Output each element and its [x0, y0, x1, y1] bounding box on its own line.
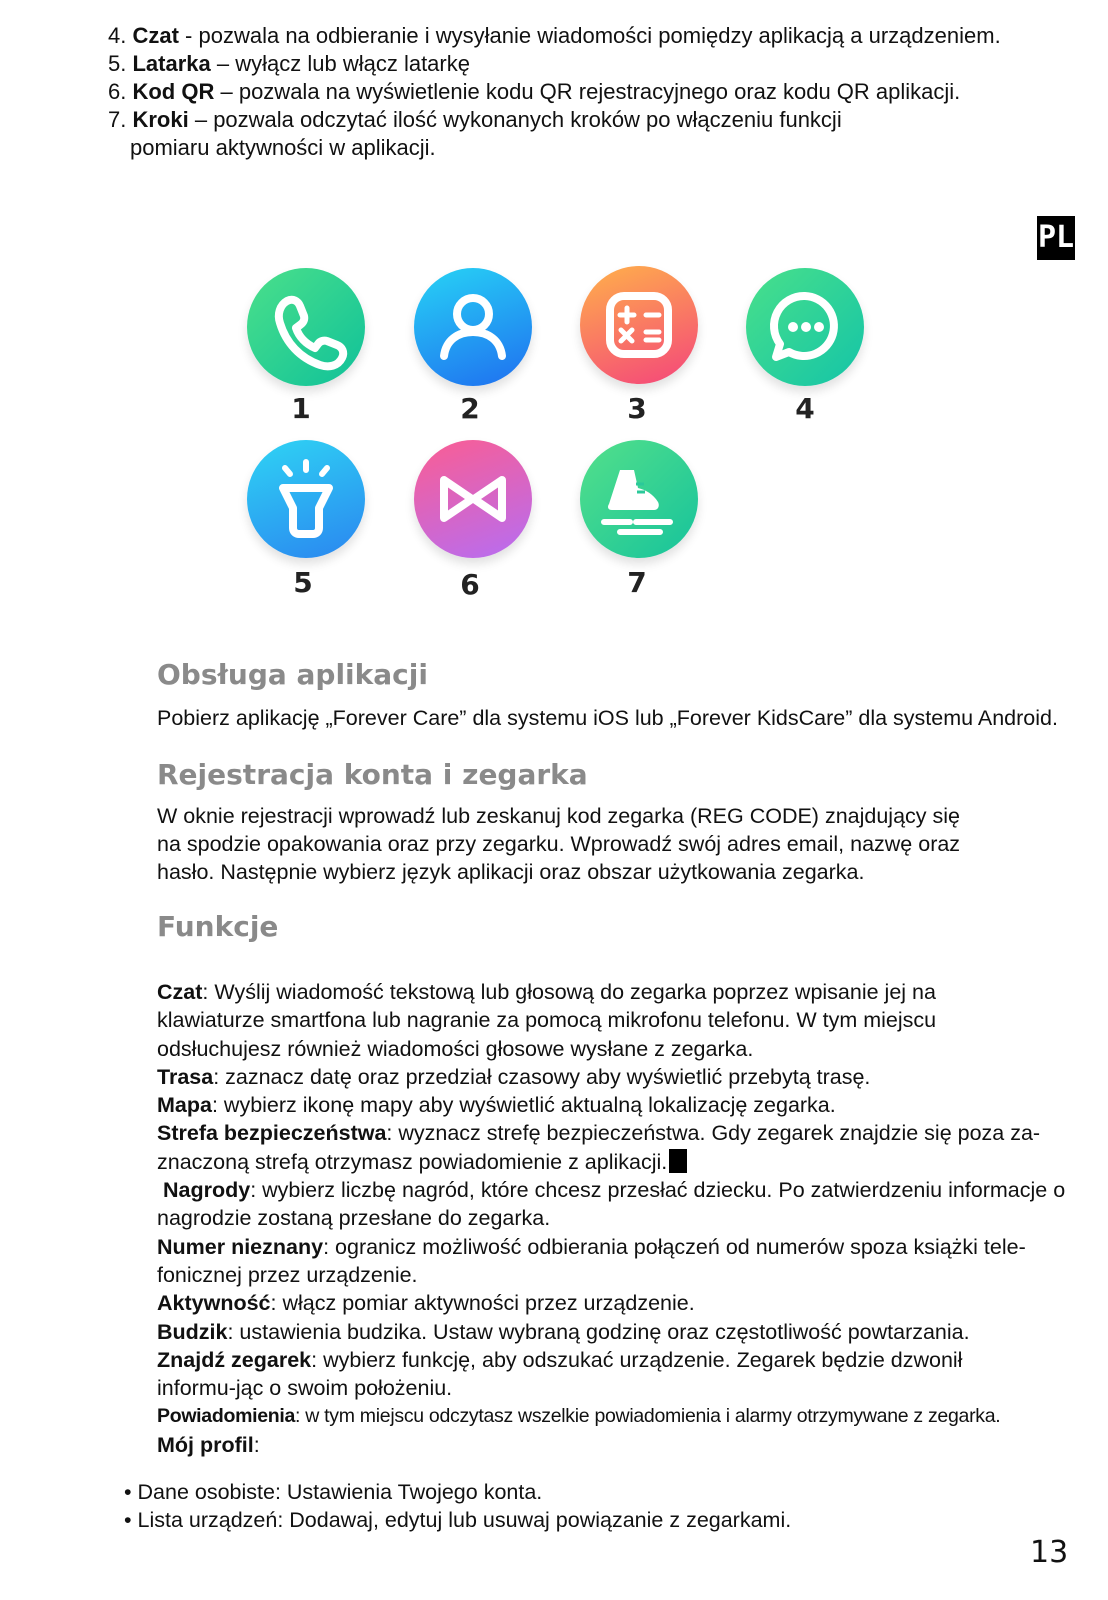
- page-number: 13: [1030, 1535, 1069, 1570]
- function-powiadomienia: [157, 1402, 1097, 1430]
- qr-bowtie-icon: [414, 440, 532, 558]
- icon-label: 4: [795, 392, 815, 425]
- item-text: - pozwala na odbieranie i wysyłanie wiadomości pomiędzy aplikacją a urządzeniem.: [178, 23, 1001, 48]
- function-nagrody: [157, 1176, 1097, 1233]
- flashlight-icon: [247, 440, 365, 558]
- function-text: : włącz pomiar aktywności przez urządzenie.: [270, 1291, 695, 1316]
- section-heading-registration: Rejestracja konta i zegarka: [157, 758, 588, 791]
- item-text: – pozwala na wyświetlenie kodu QR rejestracyjnego oraz kodu QR aplikacji.: [214, 79, 961, 104]
- item-term: Czat: [132, 23, 179, 48]
- function-term: Czat: [157, 980, 203, 1004]
- function-strefa: [157, 1119, 1097, 1176]
- function-text: : w tym miejscu odczytasz wszelkie powiadomienia i alarmy otrzymywane z zegarka.: [295, 1405, 1001, 1428]
- function-term: Znajdź zegarek: [157, 1347, 312, 1372]
- icon-label: 6: [460, 568, 480, 601]
- function-text: : wyznacz strefę bezpieczeństwa. Gdy zegarek znajdzie się poza za-znaczoną strefą otrzymasz powiadomienie z aplikacji.: [157, 1121, 1041, 1174]
- function-term: Strefa bezpieczeństwa: [157, 1121, 387, 1146]
- function-aktywnosc: [157, 1289, 1097, 1317]
- bullet-item: • Dane osobiste: Ustawienia Twojego konta.: [124, 1480, 543, 1504]
- icon-label: 5: [293, 566, 313, 599]
- list-item: [108, 78, 1068, 106]
- function-mapa: [157, 1091, 1097, 1119]
- item-text: – wyłącz lub włącz latarkę: [210, 51, 470, 76]
- section-text-app: Pobierz aplikację „Forever Care” dla systemu iOS lub „Forever KidsCare” dla systemu Android.: [157, 706, 1058, 730]
- language-badge: PL: [1037, 216, 1075, 260]
- function-term: Aktywność: [157, 1291, 271, 1316]
- list-item: [108, 106, 1068, 134]
- section-heading-functions: Funkcje: [157, 910, 279, 943]
- function-text: : wybierz funkcję, aby odszukać urządzenie. Zegarek będzie dzwonił informu-jąc o swoim położeniu.: [157, 1347, 963, 1401]
- function-text: : wybierz ikonę mapy aby wyświetlić aktualną lokalizację zegarka.: [211, 1093, 836, 1118]
- function-text: :: [253, 1432, 260, 1457]
- function-text: : ogranicz możliwość odbierania połączeń od numerów spoza książki tele-fonicznej przez urządzenie.: [157, 1234, 1026, 1287]
- item-term: Latarka: [132, 51, 211, 76]
- list-item: [108, 22, 1068, 50]
- bullet-item: • Lista urządzeń: Dodawaj, edytuj lub usuwaj powiązanie z zegarkami.: [124, 1508, 792, 1532]
- function-term: Powiadomienia: [157, 1405, 296, 1428]
- item-number: 6.: [108, 79, 127, 104]
- contacts-icon: [414, 268, 532, 386]
- item-number: 5.: [108, 51, 127, 76]
- calculator-icon: [580, 266, 698, 384]
- item-term: Kroki: [132, 107, 189, 132]
- icon-label: 1: [291, 392, 311, 425]
- function-text: : wybierz liczbę nagród, które chcesz przesłać dziecku. Po zatwierdzeniu informacje o nagrodzie zostaną przesłane do zegarka.: [157, 1178, 1066, 1231]
- function-numer-nieznany: [157, 1233, 1097, 1290]
- function-term: Trasa: [157, 1064, 214, 1089]
- function-text: : Wyślij wiadomość tekstową lub głosową do zegarka poprzez wpisanie jej na klawiaturze smartfona lub nagranie za pomocą mikrofonu telefonu. W tym miejscu odsłuchujesz również wiadomości głosowe wysłane z zegarka.: [157, 980, 937, 1061]
- function-term: Mój profil: [157, 1432, 254, 1457]
- icon-label: 7: [627, 566, 647, 599]
- function-term: Budzik: [157, 1319, 228, 1344]
- function-budzik: [157, 1318, 1097, 1346]
- section-heading-app: Obsługa aplikacji: [157, 658, 428, 691]
- item-number: 7.: [108, 107, 127, 132]
- chat-bubble-icon: [746, 268, 864, 386]
- function-term: Numer nieznany: [157, 1234, 324, 1259]
- item-text: – pozwala odczytać ilość wykonanych kroków po włączeniu funkcji: [188, 107, 842, 132]
- icon-label: 3: [627, 392, 647, 425]
- function-czat: [157, 978, 987, 1063]
- icon-label: 2: [460, 392, 480, 425]
- registration-line: W oknie rejestracji wprowadź lub zeskanuj kod zegarka (REG CODE) znajdujący się: [157, 804, 960, 828]
- list-item-continuation: pomiaru aktywności w aplikacji.: [130, 135, 436, 160]
- section-text-registration: [157, 802, 1017, 886]
- function-text: : zaznacz datę oraz przedział czasowy aby wyświetlić przebytą trasę.: [213, 1064, 871, 1089]
- item-term: Kod QR: [132, 79, 215, 104]
- phone-icon: [247, 268, 365, 386]
- functions-list: [157, 978, 1097, 1459]
- list-item: [108, 50, 1068, 78]
- item-number: 4.: [108, 23, 127, 48]
- text-cursor: [669, 1149, 687, 1173]
- function-term: Nagrody: [162, 1178, 251, 1203]
- registration-line: na spodzie opakowania oraz przy zegarku. Wprowadź swój adres email, nazwę oraz: [157, 832, 961, 856]
- function-term: Mapa: [157, 1093, 212, 1118]
- steps-shoe-icon: [580, 440, 698, 558]
- profile-bullets: [124, 1478, 791, 1534]
- function-trasa: [157, 1063, 1097, 1091]
- registration-line: hasło. Następnie wybierz język aplikacji oraz obszar użytkowania zegarka.: [157, 860, 865, 884]
- function-moj-profil: [157, 1431, 1097, 1459]
- top-feature-list: [108, 22, 1068, 162]
- function-znajdz-zegarek: [157, 1346, 1007, 1403]
- function-text: : ustawienia budzika. Ustaw wybraną godzinę oraz częstotliwość powtarzania.: [227, 1319, 970, 1344]
